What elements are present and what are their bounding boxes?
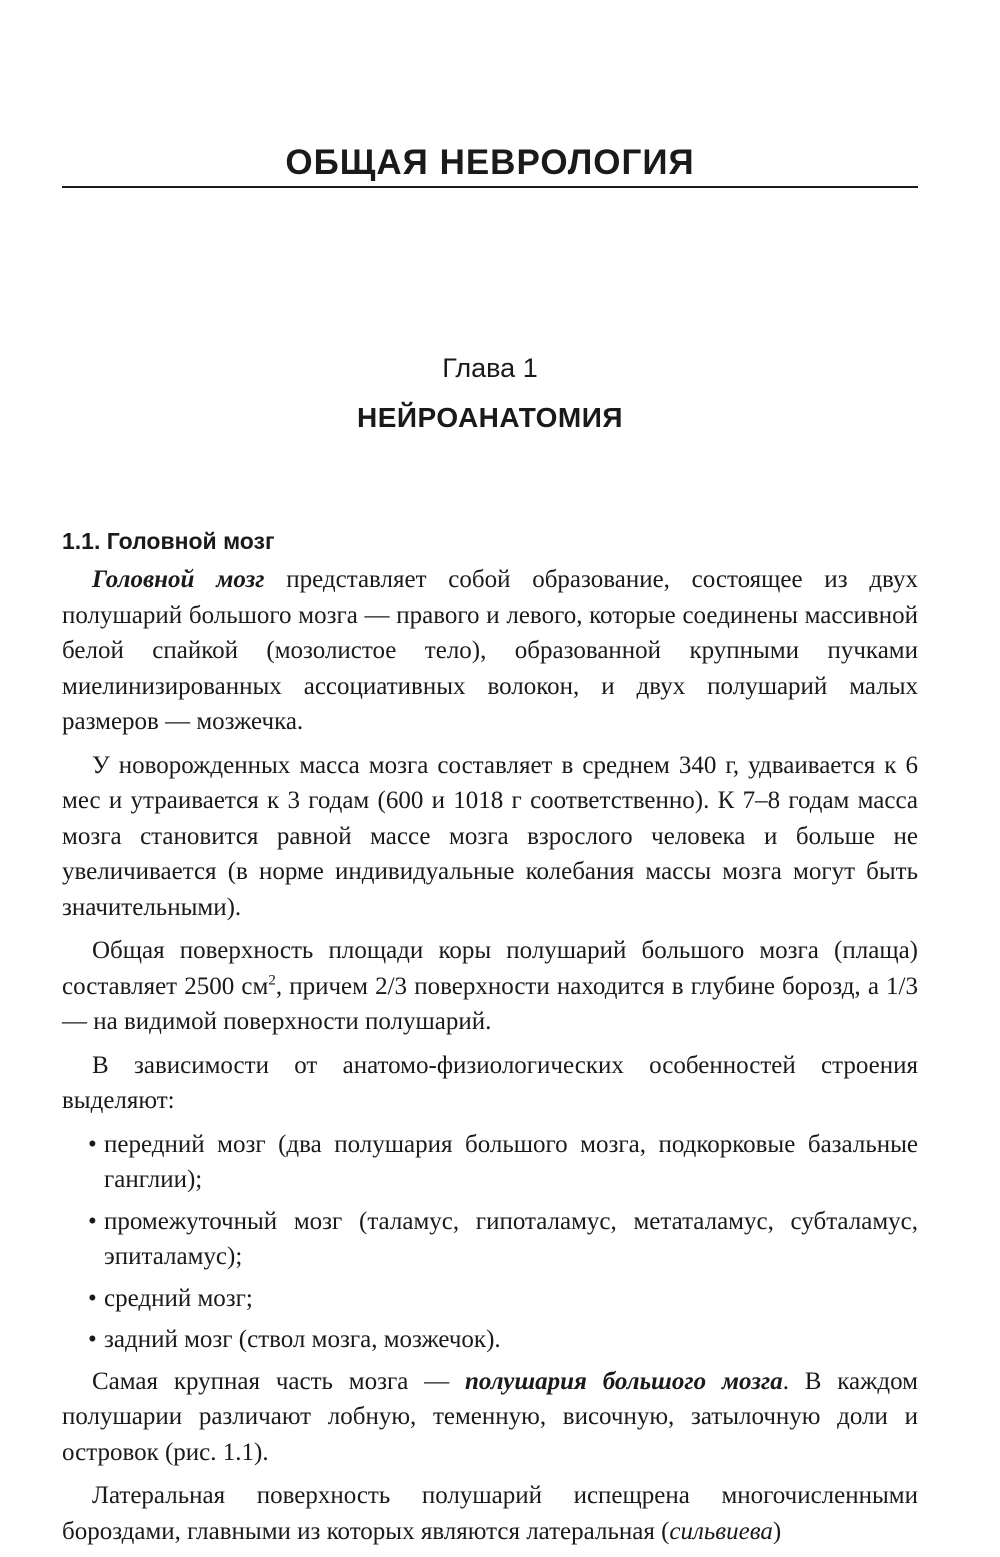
list-item-text: средний мозг; — [104, 1284, 253, 1312]
bullet-icon: • — [88, 1326, 97, 1353]
part-title: ОБЩАЯ НЕВРОЛОГИЯ — [285, 143, 695, 182]
paragraph-text: , причем 2/3 поверхности находится в глубине борозд, а 1/3 — на видимой поверхности полушарий. — [62, 972, 919, 1035]
title-underline — [62, 186, 918, 188]
paragraph — [62, 562, 918, 740]
chapter-label: Глава 1 — [442, 353, 538, 383]
list-item-text: промежуточный мозг (таламус, гипоталамус, метаталамус, субталамус, эпиталамус); — [104, 1207, 918, 1270]
list-item — [62, 1322, 918, 1358]
paragraph — [62, 1478, 918, 1549]
list-item-text: передний мозг (два полушария большого мозга, подкорковые базальные ганглии); — [104, 1130, 918, 1193]
paragraph — [62, 933, 918, 1040]
bullet-icon: • — [88, 1284, 97, 1312]
paragraph-text: . В каждом полушарии различают лобную, теменную, височную, затылочную доли и островок (рис. 1.1). — [62, 1367, 918, 1466]
paragraph-text: Латеральная поверхность полушарий испещрена многочисленными бороздами, главными из которых являются латеральная ( — [62, 1482, 918, 1545]
term-emphasis: полушария большого мозга — [464, 1367, 783, 1395]
paragraph: У новорожденных масса мозга составляет в среднем 340 г, удваивается к 6 мес и утраивается к 3 годам (600 и 1018 г соответственно). К 7–8 годам масса мозга становится равной массе мозга взрослого человека и больше не увеличивается (в норме индивидуальные колебания массы мозга могут быть значительными). — [62, 751, 918, 921]
section-heading: 1.1. Головной мозг — [62, 528, 275, 554]
list-item — [62, 1127, 918, 1198]
paragraph-text: представляет собой образование, состоящее из двух полушарий большого мозга — правого и левого, которые соединены массивной белой спайкой (мозолистое тело), образованной крупными пучками миелинизированных ассоциативных волокон, и двух полушарий малых размеров — мозжечка. — [62, 566, 918, 735]
bullet-icon: • — [88, 1207, 97, 1235]
paragraph-text: Общая поверхность площади коры полушарий большого мозга (плаща) составляет 2500 см — [62, 937, 918, 1000]
paragraph — [62, 1364, 918, 1471]
term-italic: сильвиева — [669, 1517, 773, 1545]
chapter-title: НЕЙРОАНАТОМИЯ — [357, 402, 623, 433]
paragraph-text: Самая крупная часть мозга — — [92, 1367, 465, 1395]
list-item-text: задний мозг (ствол мозга, мозжечок). — [104, 1326, 501, 1353]
bullet-icon: • — [88, 1130, 97, 1158]
brain-parts-list — [62, 1127, 918, 1358]
superscript: 2 — [268, 972, 276, 989]
paragraph-text: ) — [772, 1517, 782, 1545]
list-item — [62, 1204, 918, 1275]
body-text — [62, 562, 918, 1557]
list-item — [62, 1281, 918, 1317]
term-emphasis: Головной мозг — [92, 566, 265, 593]
paragraph: В зависимости от анатомо-физиологических особенностей строения выделяют: — [62, 1051, 918, 1114]
